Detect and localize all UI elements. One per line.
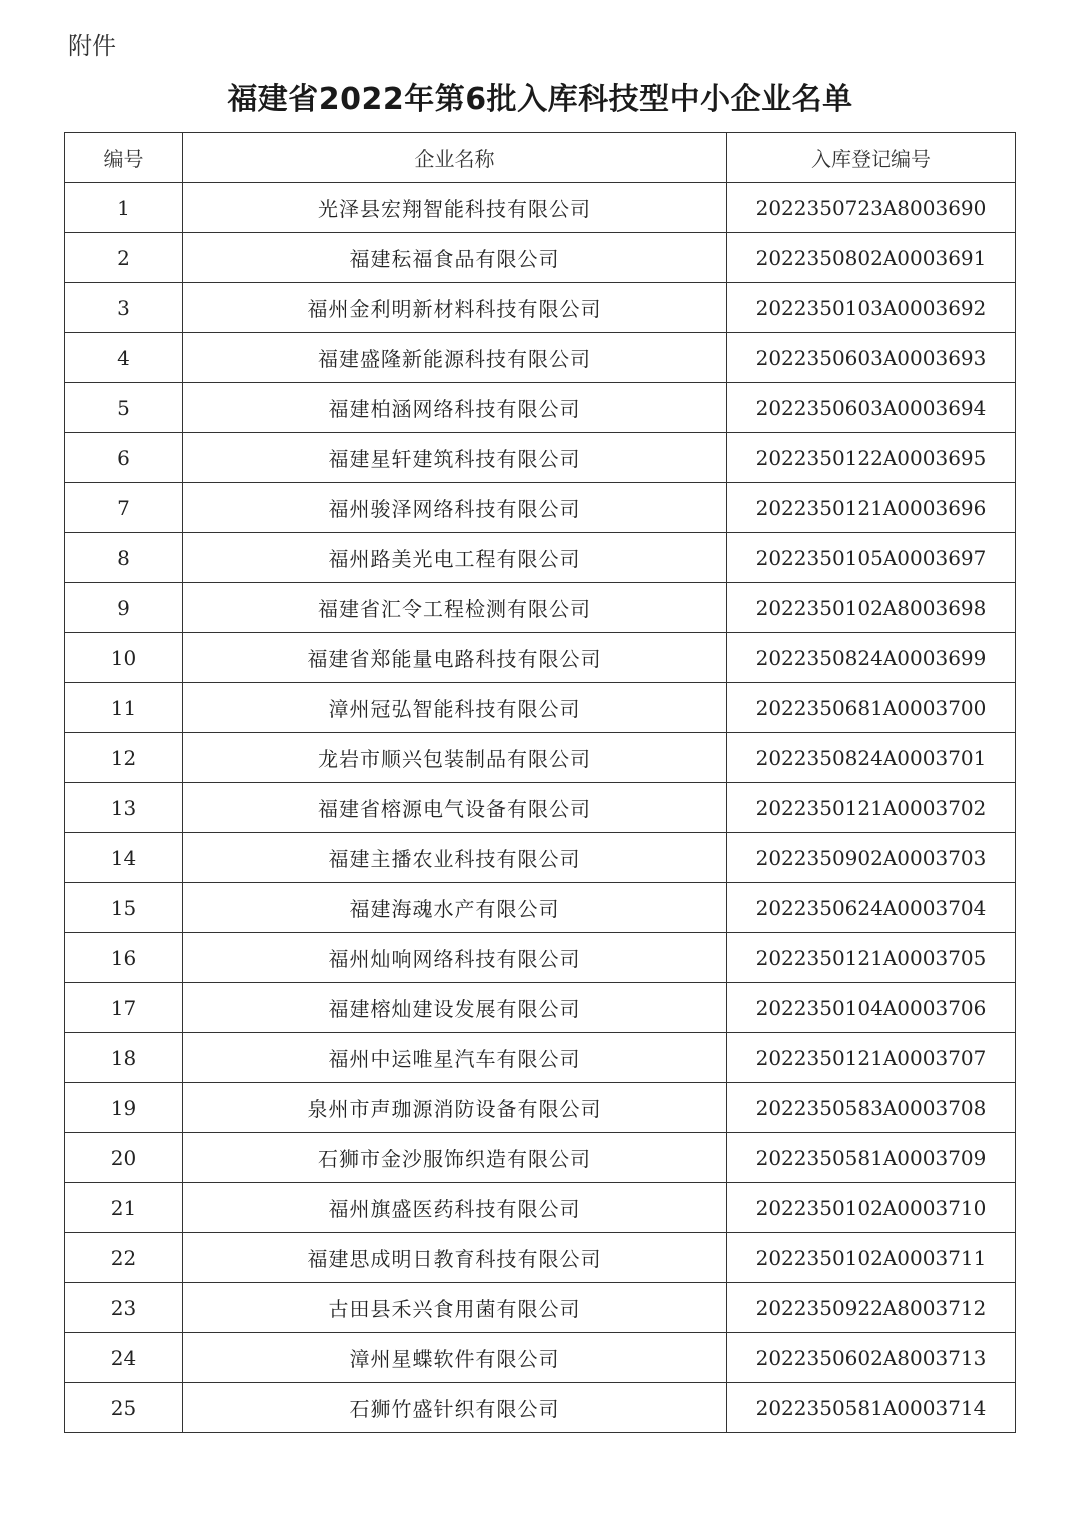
company-name: 福州灿响网络科技有限公司 — [183, 933, 727, 983]
registration-number: 2022350922A8003712 — [727, 1283, 1016, 1333]
table-row — [65, 333, 1016, 383]
enterprise-table — [64, 132, 1016, 1433]
table-row — [65, 683, 1016, 733]
company-name: 福建主播农业科技有限公司 — [183, 833, 727, 883]
company-name: 古田县禾兴食用菌有限公司 — [183, 1283, 727, 1333]
registration-number: 2022350102A0003710 — [727, 1183, 1016, 1233]
registration-number: 2022350681A0003700 — [727, 683, 1016, 733]
registration-number: 2022350121A0003702 — [727, 783, 1016, 833]
table-row — [65, 483, 1016, 533]
registration-number: 2022350824A0003699 — [727, 633, 1016, 683]
table-row — [65, 1183, 1016, 1233]
header-registration-number: 入库登记编号 — [727, 133, 1016, 183]
row-number: 7 — [65, 483, 183, 533]
row-number: 24 — [65, 1333, 183, 1383]
header-number: 编号 — [65, 133, 183, 183]
company-name: 福建省榕源电气设备有限公司 — [183, 783, 727, 833]
row-number: 12 — [65, 733, 183, 783]
company-name: 光泽县宏翔智能科技有限公司 — [183, 183, 727, 233]
company-name: 福建思成明日教育科技有限公司 — [183, 1233, 727, 1283]
company-name: 福州骏泽网络科技有限公司 — [183, 483, 727, 533]
company-name: 漳州星蝶软件有限公司 — [183, 1333, 727, 1383]
company-name: 福建盛隆新能源科技有限公司 — [183, 333, 727, 383]
document-title: 福建省2022年第6批入库科技型中小企业名单 — [227, 82, 853, 117]
attachment-label: 附件 — [68, 32, 116, 60]
table-row — [65, 383, 1016, 433]
registration-number: 2022350581A0003709 — [727, 1133, 1016, 1183]
table-header-row — [65, 133, 1016, 183]
table-row — [65, 283, 1016, 333]
company-name: 福建榕灿建设发展有限公司 — [183, 983, 727, 1033]
row-number: 23 — [65, 1283, 183, 1333]
registration-number: 2022350121A0003696 — [727, 483, 1016, 533]
company-name: 石狮竹盛针织有限公司 — [183, 1383, 727, 1433]
registration-number: 2022350122A0003695 — [727, 433, 1016, 483]
row-number: 22 — [65, 1233, 183, 1283]
registration-number: 2022350102A8003698 — [727, 583, 1016, 633]
row-number: 17 — [65, 983, 183, 1033]
registration-number: 2022350723A8003690 — [727, 183, 1016, 233]
row-number: 2 — [65, 233, 183, 283]
company-name: 福州旗盛医药科技有限公司 — [183, 1183, 727, 1233]
company-name: 漳州冠弘智能科技有限公司 — [183, 683, 727, 733]
row-number: 25 — [65, 1383, 183, 1433]
registration-number: 2022350603A0003693 — [727, 333, 1016, 383]
company-name: 福州中运唯星汽车有限公司 — [183, 1033, 727, 1083]
table-row — [65, 733, 1016, 783]
row-number: 11 — [65, 683, 183, 733]
row-number: 14 — [65, 833, 183, 883]
row-number: 18 — [65, 1033, 183, 1083]
table-row — [65, 433, 1016, 483]
registration-number: 2022350121A0003705 — [727, 933, 1016, 983]
row-number: 3 — [65, 283, 183, 333]
table-row — [65, 933, 1016, 983]
table-row — [65, 233, 1016, 283]
row-number: 10 — [65, 633, 183, 683]
registration-number: 2022350102A0003711 — [727, 1233, 1016, 1283]
company-name: 福建秐福食品有限公司 — [183, 233, 727, 283]
row-number: 20 — [65, 1133, 183, 1183]
company-name: 福建省郑能量电路科技有限公司 — [183, 633, 727, 683]
table-row — [65, 1333, 1016, 1383]
row-number: 1 — [65, 183, 183, 233]
registration-number: 2022350902A0003703 — [727, 833, 1016, 883]
registration-number: 2022350104A0003706 — [727, 983, 1016, 1033]
table-row — [65, 1383, 1016, 1433]
row-number: 19 — [65, 1083, 183, 1133]
registration-number: 2022350583A0003708 — [727, 1083, 1016, 1133]
row-number: 6 — [65, 433, 183, 483]
registration-number: 2022350121A0003707 — [727, 1033, 1016, 1083]
company-name: 福州路美光电工程有限公司 — [183, 533, 727, 583]
table-body — [65, 183, 1016, 1433]
registration-number: 2022350624A0003704 — [727, 883, 1016, 933]
company-name: 福建星轩建筑科技有限公司 — [183, 433, 727, 483]
table-row — [65, 1083, 1016, 1133]
table-row — [65, 1033, 1016, 1083]
registration-number: 2022350602A8003713 — [727, 1333, 1016, 1383]
table-row — [65, 883, 1016, 933]
registration-number: 2022350581A0003714 — [727, 1383, 1016, 1433]
row-number: 4 — [65, 333, 183, 383]
table-row — [65, 1233, 1016, 1283]
company-name: 龙岩市顺兴包装制品有限公司 — [183, 733, 727, 783]
table-row — [65, 183, 1016, 233]
table-row — [65, 833, 1016, 883]
table-row — [65, 783, 1016, 833]
registration-number: 2022350802A0003691 — [727, 233, 1016, 283]
registration-number: 2022350103A0003692 — [727, 283, 1016, 333]
table-row — [65, 633, 1016, 683]
registration-number: 2022350603A0003694 — [727, 383, 1016, 433]
company-name: 福建柏涵网络科技有限公司 — [183, 383, 727, 433]
company-name: 福建海魂水产有限公司 — [183, 883, 727, 933]
table-row — [65, 533, 1016, 583]
company-name: 石狮市金沙服饰织造有限公司 — [183, 1133, 727, 1183]
registration-number: 2022350824A0003701 — [727, 733, 1016, 783]
company-name: 福州金利明新材料科技有限公司 — [183, 283, 727, 333]
registration-number: 2022350105A0003697 — [727, 533, 1016, 583]
row-number: 8 — [65, 533, 183, 583]
company-name: 福建省汇令工程检测有限公司 — [183, 583, 727, 633]
header-company-name: 企业名称 — [183, 133, 727, 183]
row-number: 9 — [65, 583, 183, 633]
table-row — [65, 583, 1016, 633]
row-number: 16 — [65, 933, 183, 983]
table-row — [65, 1133, 1016, 1183]
row-number: 15 — [65, 883, 183, 933]
company-name: 泉州市声珈源消防设备有限公司 — [183, 1083, 727, 1133]
row-number: 13 — [65, 783, 183, 833]
table-row — [65, 1283, 1016, 1333]
row-number: 21 — [65, 1183, 183, 1233]
row-number: 5 — [65, 383, 183, 433]
table-row — [65, 983, 1016, 1033]
